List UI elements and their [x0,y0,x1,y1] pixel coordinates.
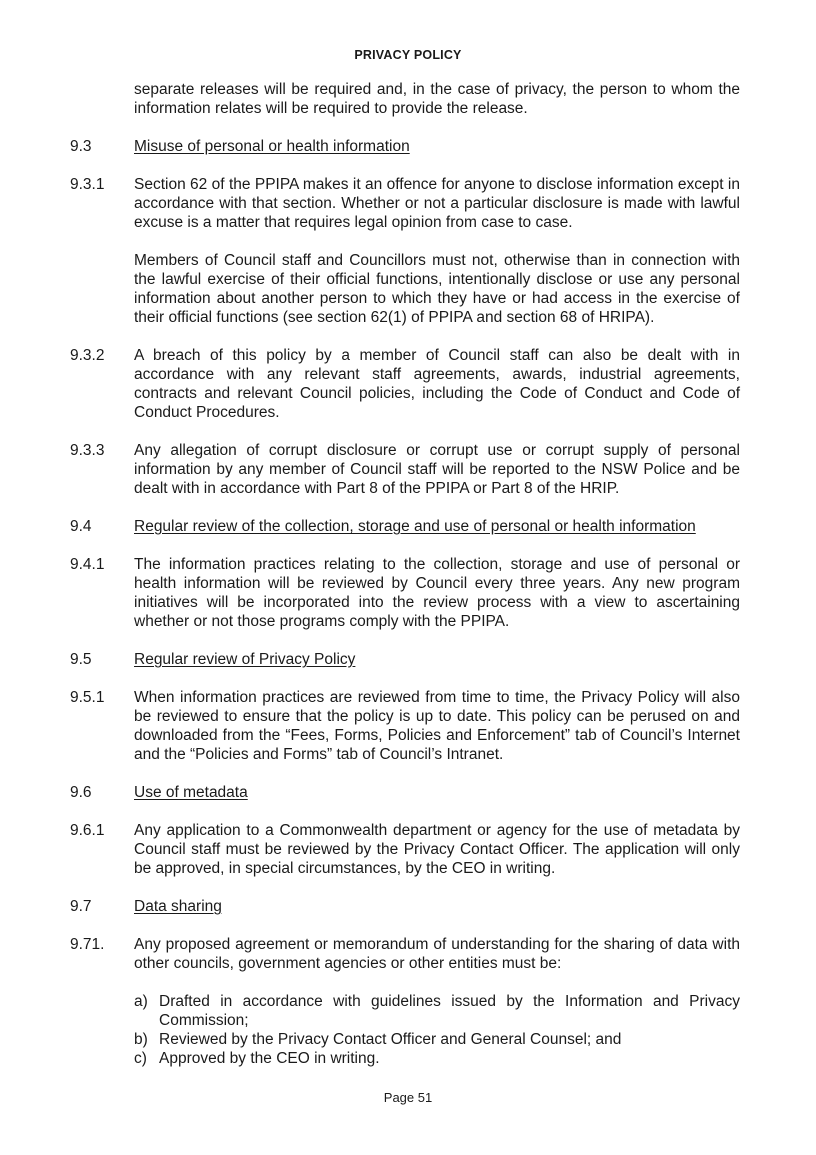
intro-paragraph [70,80,740,118]
section-number: 9.7 [70,898,92,915]
list-item-text: Approved by the CEO in writing. [159,1050,380,1067]
section-heading-9-5 [70,650,740,669]
section-heading-9-4 [70,517,740,536]
list-item-text: Drafted in accordance with guidelines issued by the Information and Privacy Commission; [159,993,740,1029]
section-heading-text: Data sharing [134,898,222,915]
section-number: 9.3 [70,138,92,155]
list-item [134,1030,740,1049]
clause-number: 9.3.1 [70,176,105,193]
clause-9-3-3 [70,441,740,498]
clause-paragraph: A breach of this policy by a member of Council staff can also be dealt with in accordance with any relevant staff agreements, awards, industrial agreements, contracts and relevant Council policies, including the Code of Conduct and Code of Conduct Procedures. [134,347,740,421]
clause-number: 9.6.1 [70,822,105,839]
list-item [134,1049,740,1068]
clause-paragraph: Any allegation of corrupt disclosure or corrupt use or corrupt supply of personal information by any member of Council staff will be reported to the NSW Police and be dealt with in accordance with Part 8 of the PPIPA or Part 8 of the HRIP. [134,442,740,497]
clause-paragraph: Any proposed agreement or memorandum of understanding for the sharing of data with other councils, government agencies or other entities must be: [134,936,740,972]
section-heading-9-3 [70,137,740,156]
section-heading-text: Regular review of the collection, storage and use of personal or health information [134,518,696,535]
section-heading-text: Use of metadata [134,784,248,801]
clause-9-71 [70,935,740,973]
document-body [70,80,740,1068]
list-item [134,992,740,1030]
list-marker: a) [134,993,148,1010]
section-number: 9.5 [70,651,92,668]
clause-paragraph: Any application to a Commonwealth department or agency for the use of metadata by Council staff must be reviewed by the Privacy Contact Officer. The application will only be approved, in special circumstances, by the CEO in writing. [134,822,740,877]
clause-paragraph: Members of Council staff and Councillors must not, otherwise than in connection with the lawful exercise of their official functions, intentionally disclose or use any personal information about another person to which they have or had access in the exercise of their official functions (see section 62(1) of PPIPA and section 68 of HRIPA). [134,252,740,326]
clause-9-4-1 [70,555,740,631]
section-number: 9.4 [70,518,92,535]
section-heading-9-6 [70,783,740,802]
clause-9-3-1 [70,175,740,327]
requirements-list [70,992,740,1068]
clause-9-6-1 [70,821,740,878]
clause-9-5-1 [70,688,740,764]
intro-text: separate releases will be required and, in the case of privacy, the person to whom the information relates will be required to provide the release. [134,81,740,117]
clause-9-3-2 [70,346,740,422]
page-header-title: PRIVACY POLICY [354,48,462,62]
clause-paragraph: Section 62 of the PPIPA makes it an offence for anyone to disclose information except in accordance with that section. Whether or not a particular disclosure is made with lawful excuse is a matter that requires legal opinion from case to case. [134,176,740,231]
clause-number: 9.3.3 [70,442,105,459]
clause-number: 9.3.2 [70,347,105,364]
section-number: 9.6 [70,784,92,801]
clause-number: 9.4.1 [70,556,105,573]
list-item-text: Reviewed by the Privacy Contact Officer and General Counsel; and [159,1031,622,1048]
section-heading-text: Misuse of personal or health information [134,138,410,155]
clause-paragraph: The information practices relating to the collection, storage and use of personal or health information will be reviewed by Council every three years. Any new program initiatives will be incorporated into the review process with a view to ascertaining whether or not those programs comply with the PPIPA. [134,556,740,630]
section-heading-9-7 [70,897,740,916]
page-number: Page 51 [383,1090,433,1105]
clause-number: 9.5.1 [70,689,105,706]
section-heading-text: Regular review of Privacy Policy [134,651,356,668]
list-marker: b) [134,1031,148,1048]
clause-number: 9.71. [70,936,105,953]
list-marker: c) [134,1050,147,1067]
clause-paragraph: When information practices are reviewed from time to time, the Privacy Policy will also be reviewed to ensure that the policy is up to date. This policy can be perused on and downloaded from the “Fees, Forms, Policies and Enforcement” tab of Council’s Internet and the “Policies and Forms” tab of Council’s Intranet. [134,689,740,763]
